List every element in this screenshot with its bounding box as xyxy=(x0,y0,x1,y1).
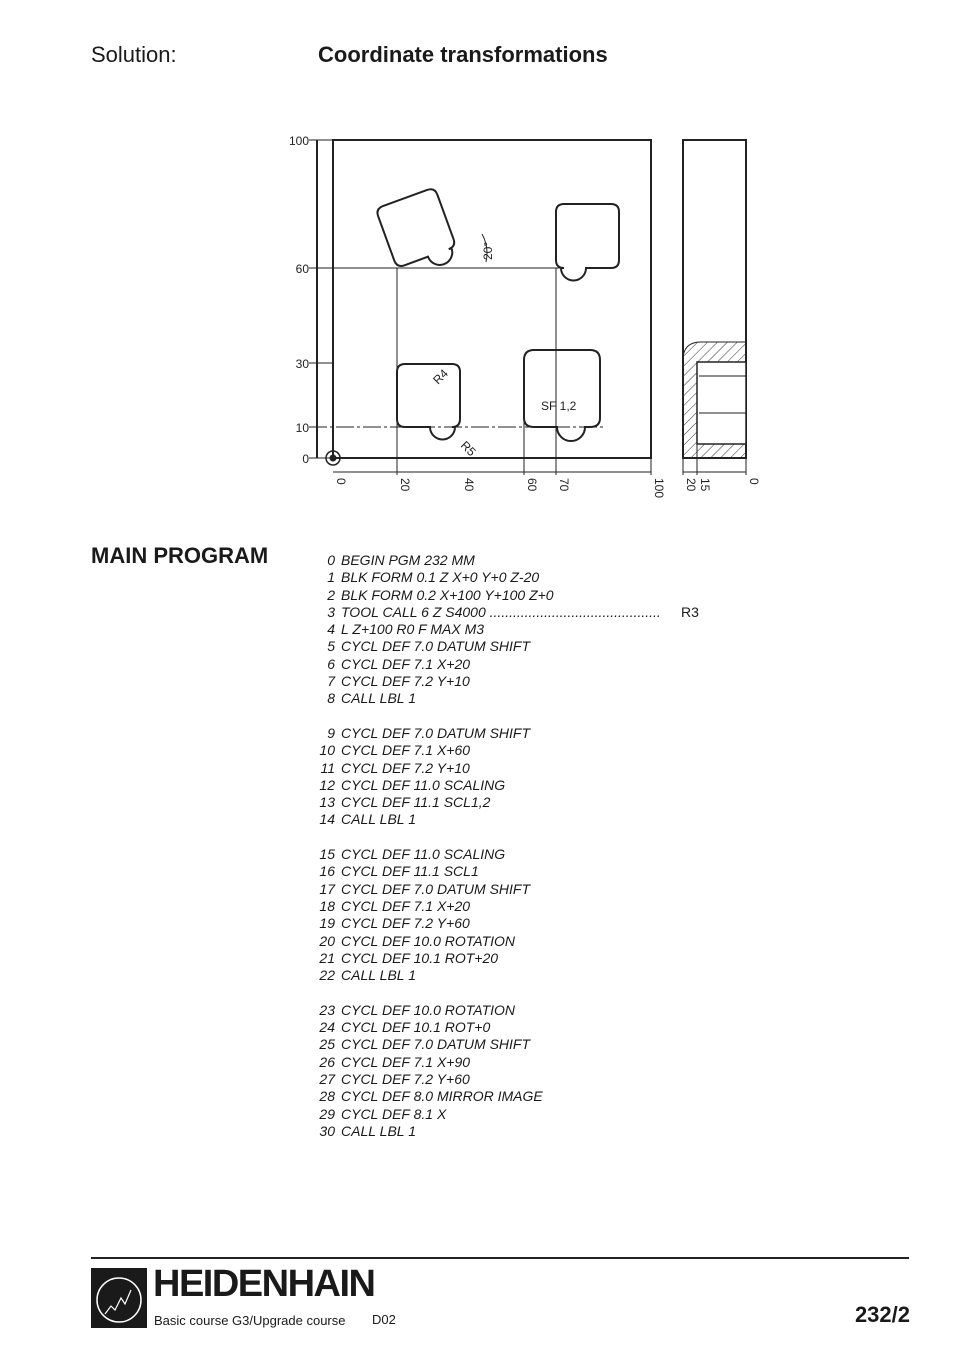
line-text: CYCL DEF 7.2 Y+10 xyxy=(341,759,470,776)
line-number: 13 xyxy=(319,794,335,811)
line-number: 20 xyxy=(319,932,335,949)
side-tick-label-15: 15 xyxy=(698,478,712,492)
line-number: 12 xyxy=(319,776,335,793)
line-number: 3 xyxy=(327,603,335,620)
datum-dot xyxy=(330,455,336,461)
line-text: CYCL DEF 10.1 ROT+20 xyxy=(341,949,499,966)
program-line xyxy=(300,638,661,655)
program-line xyxy=(300,1106,661,1123)
program-line xyxy=(300,569,661,586)
x-tick-label-60: 60 xyxy=(525,478,539,492)
x-tick-label-100: 100 xyxy=(652,478,666,499)
line-text: CYCL DEF 7.1 X+20 xyxy=(341,655,471,672)
line-text: BLK FORM 0.1 Z X+0 Y+0 Z-20 xyxy=(341,569,540,586)
technical-drawing xyxy=(0,0,954,520)
line-number: 30 xyxy=(319,1122,335,1139)
y-tick-label-0: 0 xyxy=(302,452,309,466)
program-line xyxy=(300,1036,661,1053)
pocket-mirrored xyxy=(556,204,619,280)
side-tick-label-0: 0 xyxy=(747,478,761,485)
line-text: CYCL DEF 8.0 MIRROR IMAGE xyxy=(341,1088,543,1105)
line-text: CYCL DEF 7.1 X+20 xyxy=(341,897,471,914)
x-tick-label-0: 0 xyxy=(334,478,348,485)
line-text: CYCL DEF 7.1 X+90 xyxy=(341,1053,471,1070)
program-line xyxy=(300,760,661,777)
radius-4-label: R4 xyxy=(430,366,451,388)
x-tick-label-70: 70 xyxy=(557,478,571,492)
line-number: 23 xyxy=(319,1001,335,1018)
program-line xyxy=(300,552,661,569)
program-line xyxy=(300,933,661,950)
line-text: CYCL DEF 11.0 SCALING xyxy=(341,846,506,863)
line-number: 8 xyxy=(327,690,335,707)
program-line xyxy=(300,950,661,967)
program-line xyxy=(300,794,661,811)
program-line xyxy=(300,829,661,846)
line-text: CYCL DEF 7.0 DATUM SHIFT xyxy=(341,880,531,897)
line-number: 9 xyxy=(327,724,335,741)
line-text: CALL LBL 1 xyxy=(341,811,416,828)
line-number: 18 xyxy=(319,897,335,914)
line-number: 15 xyxy=(319,846,335,863)
line-text: CYCL DEF 11.1 SCL1,2 xyxy=(341,794,491,811)
line-number: 19 xyxy=(319,915,335,932)
program-line xyxy=(300,846,661,863)
program-line xyxy=(300,603,699,621)
line-number: 0 xyxy=(327,552,335,568)
line-number: 6 xyxy=(327,655,335,672)
line-number: 22 xyxy=(319,967,335,984)
line-text: CALL LBL 1 xyxy=(341,690,416,707)
program-line xyxy=(300,898,661,915)
line-number: 29 xyxy=(319,1105,335,1122)
line-number: 17 xyxy=(319,880,335,897)
solution-label: Solution: xyxy=(91,42,177,67)
line-text: CYCL DEF 7.1 X+60 xyxy=(341,742,471,759)
heidenhain-logo xyxy=(91,1268,147,1328)
line-text: CYCL DEF 7.0 DATUM SHIFT xyxy=(341,638,531,655)
line-number: 1 xyxy=(327,569,335,586)
line-text: TOOL CALL 6 Z S4000 ............................................ xyxy=(341,603,661,620)
line-text: CYCL DEF 10.0 ROTATION xyxy=(341,932,516,949)
logo-emblem-icon xyxy=(91,1268,147,1328)
program-line xyxy=(300,1123,661,1140)
program-line xyxy=(300,742,661,759)
line-text: BEGIN PGM 232 MM xyxy=(341,552,475,568)
line-reference: R3 xyxy=(681,603,699,620)
line-text: CYCL DEF 7.2 Y+10 xyxy=(341,673,470,690)
y-tick-label-100: 100 xyxy=(288,134,309,148)
page-title: Coordinate transformations xyxy=(318,42,608,67)
workpiece-top-view xyxy=(333,140,651,458)
program-line xyxy=(300,708,661,725)
radius-5-label: R5 xyxy=(457,438,479,459)
pocket-shifted xyxy=(397,364,460,440)
line-number: 26 xyxy=(319,1053,335,1070)
line-number: 27 xyxy=(319,1070,335,1087)
program-line xyxy=(300,1054,661,1071)
line-text: CYCL DEF 7.0 DATUM SHIFT xyxy=(341,1036,531,1053)
line-number: 5 xyxy=(327,638,335,655)
program-line xyxy=(300,1071,661,1088)
line-text: CYCL DEF 7.2 Y+60 xyxy=(341,1070,470,1087)
y-tick-label-60: 60 xyxy=(295,262,309,276)
line-number: 21 xyxy=(319,949,335,966)
x-tick-label-40: 40 xyxy=(462,478,476,492)
line-number: 2 xyxy=(327,586,335,603)
footer-rule xyxy=(91,1257,909,1259)
x-tick-label-20: 20 xyxy=(398,478,412,492)
line-text: CALL LBL 1 xyxy=(341,967,416,984)
program-line xyxy=(300,673,661,690)
line-text: BLK FORM 0.2 X+100 Y+100 Z+0 xyxy=(341,586,554,603)
line-number: 28 xyxy=(319,1088,335,1105)
y-tick-label-10: 10 xyxy=(295,421,309,435)
line-text: CYCL DEF 10.0 ROTATION xyxy=(341,1001,516,1018)
line-text: CYCL DEF 7.0 DATUM SHIFT xyxy=(341,724,531,741)
line-number: 24 xyxy=(319,1019,335,1036)
program-line xyxy=(300,811,661,828)
program-line xyxy=(300,1088,661,1105)
pocket-rotated xyxy=(375,187,460,279)
program-line xyxy=(300,984,661,1001)
course-code: D02 xyxy=(372,1312,396,1327)
line-number: 7 xyxy=(327,673,335,690)
program-line xyxy=(300,777,661,794)
line-text: CYCL DEF 11.1 SCL1 xyxy=(341,863,479,880)
brand-name: HEIDENHAIN xyxy=(153,1263,375,1305)
line-number: 11 xyxy=(320,759,335,776)
line-number: 10 xyxy=(319,742,335,759)
program-line xyxy=(300,725,661,742)
line-text: CYCL DEF 7.2 Y+60 xyxy=(341,915,470,932)
program-line xyxy=(300,1019,661,1036)
line-text: CYCL DEF 10.1 ROT+0 xyxy=(341,1019,491,1036)
line-text: CYCL DEF 8.1 X xyxy=(341,1105,447,1122)
program-line xyxy=(300,690,661,707)
program-line xyxy=(300,1002,661,1019)
course-name: Basic course G3/Upgrade course xyxy=(154,1313,346,1328)
line-text: CYCL DEF 11.0 SCALING xyxy=(341,776,506,793)
side-pocket xyxy=(697,362,746,444)
program-line xyxy=(300,621,661,638)
line-text: L Z+100 R0 F MAX M3 xyxy=(341,621,485,638)
side-tick-label-20: 20 xyxy=(684,478,698,492)
line-number: 16 xyxy=(319,863,335,880)
program-line xyxy=(300,863,661,880)
program-line xyxy=(300,915,661,932)
y-tick-label-30: 30 xyxy=(295,357,309,371)
program-line xyxy=(300,587,661,604)
section-title: MAIN PROGRAM xyxy=(91,543,269,568)
program-line xyxy=(300,967,661,984)
line-number: 25 xyxy=(319,1036,335,1053)
program-line xyxy=(300,881,661,898)
line-number: 14 xyxy=(319,811,335,828)
page-number: 232/2 xyxy=(854,1302,910,1327)
program-listing xyxy=(300,552,699,1140)
program-line xyxy=(300,656,661,673)
line-number: 4 xyxy=(327,621,335,638)
line-text: CALL LBL 1 xyxy=(341,1122,416,1139)
scale-factor-label: SF 1,2 xyxy=(541,399,577,413)
angle-label: 20° xyxy=(481,241,495,260)
